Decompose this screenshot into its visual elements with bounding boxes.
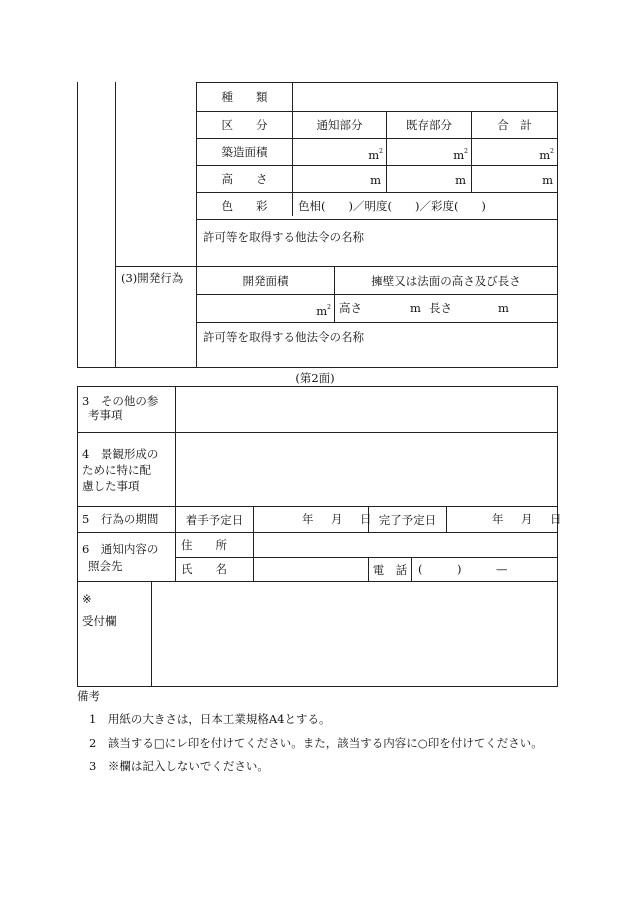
item6-label: 6 通知内容の 照会先 <box>82 542 159 573</box>
col-total: 合 計 <box>497 118 532 132</box>
color-value: 色相( )／明度( )／彩度( ) <box>298 199 486 213</box>
dev-length-unit: m <box>498 301 509 315</box>
other-law-label: 許可等を取得する他法令の名称 <box>203 230 364 244</box>
dev-wall-label: 擁壁又は法面の高さ及び長さ <box>371 273 521 288</box>
dev-height-unit: m <box>410 301 421 315</box>
kind-label: 種 類 <box>221 90 268 104</box>
col-notice: 通知部分 <box>316 118 363 132</box>
start-date-ymd: 年 月 日 <box>302 512 372 526</box>
end-date-ymd: 年 月 日 <box>492 512 562 526</box>
dev-height-label: 高さ <box>339 301 362 315</box>
item5-label: 5 行為の期間 <box>82 512 159 526</box>
col-existing: 既存部分 <box>406 118 452 132</box>
area-unit-notice: $m^2$ <box>368 148 383 162</box>
area-label: 築造面積 <box>221 145 268 159</box>
height-unit-existing: m <box>455 173 466 187</box>
name-label: 氏 名 <box>181 562 227 576</box>
dev-label: (3)開発行為 <box>121 271 184 285</box>
dev-area-label: 開発面積 <box>242 273 289 288</box>
area-unit-total: $m^2$ <box>539 148 554 162</box>
page2-label: (第2面) <box>295 371 335 385</box>
end-date-label: 完了予定日 <box>378 512 437 527</box>
phone-label: 電 話 <box>372 562 408 577</box>
note-item-3: 3 ※欄は記入しないでください。 <box>89 759 269 773</box>
dev-length-label: 長さ <box>429 301 452 315</box>
height-unit-total: m <box>542 173 553 187</box>
item4-label: 4 景観形成の ために特に配 慮した事項 <box>82 447 159 493</box>
dev-other-law-label: 許可等を取得する他法令の名称 <box>203 330 364 344</box>
height-label: 高 さ <box>221 172 268 186</box>
item3-label: 3 その他の参 考事項 <box>82 394 159 422</box>
dev-area-unit: $m^2$ <box>316 304 331 318</box>
note-item-2: 2 該当する□にレ印を付けてください。また，該当する内容に○印を付けてください。 <box>89 736 543 750</box>
start-date-label: 着手予定日 <box>185 512 244 527</box>
section-label: 区 分 <box>221 118 268 132</box>
color-label: 色 彩 <box>221 199 268 213</box>
notes-heading: 備考 <box>77 689 100 703</box>
area-unit-existing: $m^2$ <box>453 148 468 162</box>
height-unit-notice: m <box>370 173 381 187</box>
address-label: 住 所 <box>181 538 227 552</box>
reception-label: ※ 受付欄 <box>82 592 117 628</box>
note-item-1: 1 用紙の大きさは，日本工業規格A4とする。 <box>89 712 331 726</box>
phone-format: ( ) — <box>418 562 508 576</box>
